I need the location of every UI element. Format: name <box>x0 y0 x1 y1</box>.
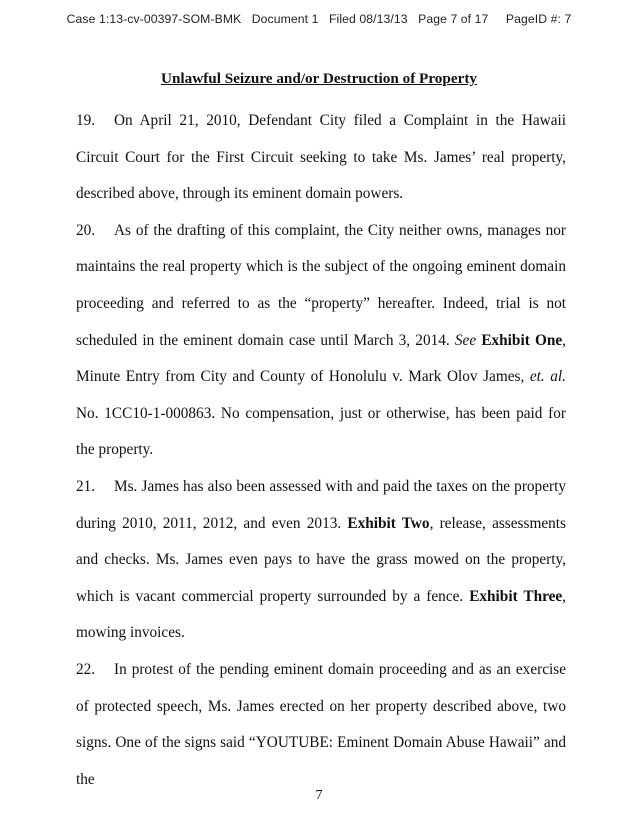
paragraph-text: Ms. James has also been assessed with and paid the taxes on the property during 2010, 2011, 2012, and even 2013. <box>76 477 566 532</box>
paragraph-number: 19. <box>76 112 96 129</box>
section-heading: Unlawful Seizure and/or Destruction of Property <box>161 70 477 87</box>
paragraph-21 <box>76 469 566 652</box>
paragraph-text: , mowing invoices. <box>76 587 566 642</box>
paragraph-text: As of the drafting of this complaint, the City neither owns, manages nor maintains the real property which is the subject of the ongoing eminent domain proceeding and referred to as the “property” hereafter. Indeed, trial is not scheduled in the eminent domain case until March 3, 2014. <box>76 221 566 349</box>
paragraph-text: On April 21, 2010, Defendant City filed a Complaint in the Hawaii Circuit Court for the First Circuit seeking to take Ms. James’ real property, described above, through its eminent domain powers. <box>76 112 566 203</box>
paragraph-22 <box>76 652 566 798</box>
filed-date: Filed 08/13/13 <box>328 12 408 26</box>
case-header <box>0 12 638 26</box>
paragraph-20 <box>76 213 566 469</box>
document-body <box>76 103 566 798</box>
paragraph-number: 20. <box>76 221 96 239</box>
paragraph-19 <box>76 103 566 213</box>
page-id: PageID #: 7 <box>505 12 572 26</box>
paragraph-text: , release, assessments and checks. Ms. James even pays to have the grass mowed on the property, which is vacant commercial property surrounded by a fence. <box>76 514 566 605</box>
paragraph-number: 21. <box>76 477 96 495</box>
paragraph-number: 22. <box>76 660 96 678</box>
document-number: Document 1 <box>251 12 319 26</box>
page-count: Page 7 of 17 <box>418 12 489 26</box>
case-number: Case 1:13-cv-00397-SOM-BMK <box>66 12 242 26</box>
exhibit-one-ref: Exhibit One <box>481 331 563 349</box>
paragraph-text: , Minute Entry from City and County of Honolulu v. Mark Olov James, <box>76 331 566 386</box>
paragraph-text: In protest of the pending eminent domain proceeding and as an exercise of protected speech, Ms. James erected on her property described above, two signs. One of the signs said “YOUTUBE: Eminent Domain Abuse Hawaii” and the <box>76 660 566 788</box>
exhibit-three-ref: Exhibit Three <box>469 587 563 605</box>
et-al-text: et. al. <box>529 368 566 386</box>
see-signal: See <box>454 331 477 349</box>
exhibit-two-ref: Exhibit Two <box>347 514 430 532</box>
paragraph-text: No. 1CC10-1-000863. No compensation, just or otherwise, has been paid for the property. <box>76 404 566 459</box>
page-number: 7 <box>315 788 323 803</box>
